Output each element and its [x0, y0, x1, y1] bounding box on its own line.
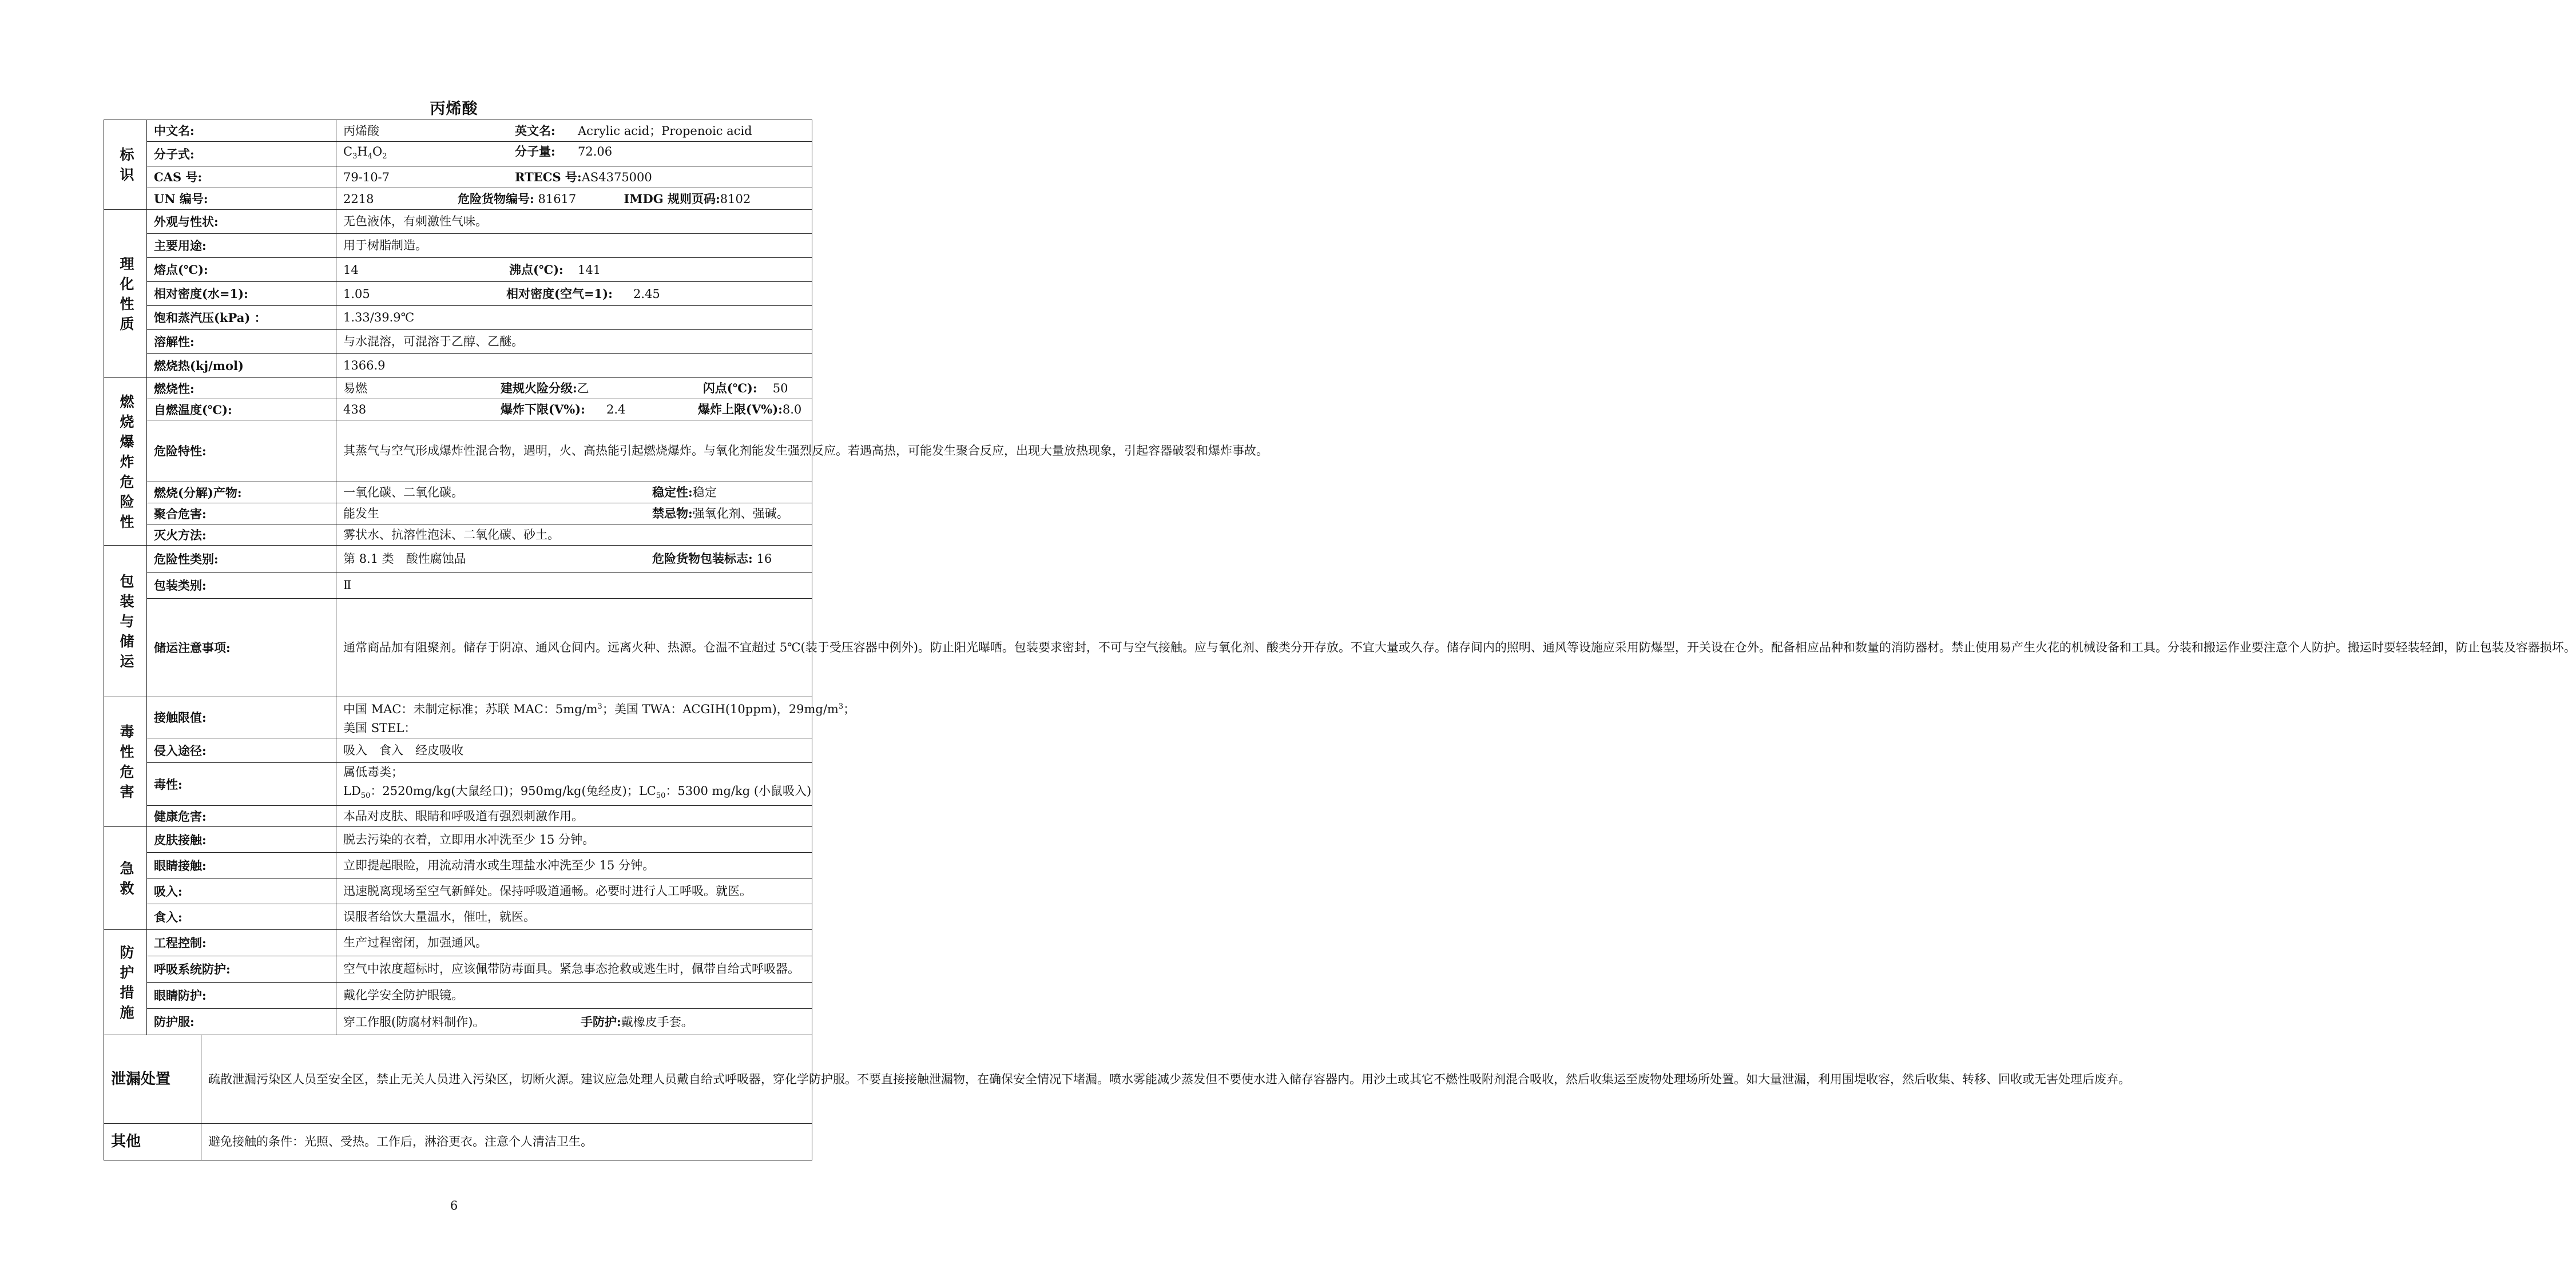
section-fire: 燃烧爆炸危险性: [104, 378, 147, 546]
cn-name-value: 丙烯酸: [343, 124, 380, 138]
rd-water-label: 相对密度(水=1):: [147, 282, 336, 306]
eye-contact-value: 立即提起眼睑，用流动清水或生理盐水冲洗至少 15 分钟。: [336, 853, 812, 878]
explosion-row: [336, 399, 812, 420]
autoign-label: 自燃温度(℃):: [147, 399, 336, 420]
cn-name-row: [336, 120, 812, 142]
page-number: 6: [450, 1199, 458, 1213]
section-other: 其他: [104, 1124, 201, 1160]
section-identification: 标识: [104, 120, 147, 210]
vp-value: 1.33/39.9℃: [336, 306, 812, 330]
mp-value: 14: [343, 263, 359, 277]
route-value: 吸入 食入 经皮吸收: [336, 738, 812, 763]
tox-label: 毒性:: [147, 763, 336, 806]
notes-value: 通常商品加有阻聚剂。储存于阴凉、通风仓间内。远离火种、热源。仓温不宜超过 5℃(装于受压容器中例外)。防止阳光曝晒。包装要求密封，不可与空气接触。应与氧化剂、酸类分开存放。不宜大量或久存。储存间内的照明、通风等设施应采用防爆型，开关设在仓外。配备相应品种和数量的消防器材。禁止使用易产生火花的机械设备和工具。分装和搬运作业要注意个人防护。搬运时要轻装轻卸，防止包装及容器损坏。: [336, 599, 812, 697]
imdg-value: 8102: [720, 192, 751, 206]
imdg-label: IMDG 规则页码:: [624, 191, 720, 206]
vp-label: 饱和蒸汽压(kPa) ：: [147, 306, 336, 330]
tox-line-1: 属低毒类；: [343, 765, 404, 780]
cas-value: 79-10-7: [343, 170, 390, 184]
appearance-label: 外观与性状:: [147, 210, 336, 234]
products-value: 一氧化碳、二氧化碳。: [343, 486, 464, 500]
tox-line-2: $LD_{50}$：2520mg/kg(大鼠经口)；950mg/kg(兔经皮)；$LC_{50}$：5300 mg/kg (小鼠吸入): [343, 784, 812, 801]
limit-label: 接触限值:: [147, 697, 336, 738]
body-label: 防护服:: [147, 1009, 336, 1035]
health-value: 本品对皮肤、眼睛和呼吸道有强烈刺激作用。: [336, 806, 812, 827]
fire-class-label: 建规火险分级:: [501, 381, 577, 396]
skin-value: 脱去污染的衣着，立即用水冲洗至少 15 分钟。: [336, 827, 812, 853]
eye-protect-value: 戴化学安全防护眼镜。: [336, 983, 812, 1009]
en-name-label: 英文名:: [515, 123, 555, 138]
formula-label: 分子式:: [147, 142, 336, 166]
other-value: 避免接触的条件：光照、受热。工作后，淋浴更衣。注意个人清洁卫生。: [201, 1124, 812, 1160]
rd-air-value: 2.45: [633, 287, 660, 301]
notes-label: 储运注意事项:: [147, 599, 336, 697]
polymer-row: [336, 503, 812, 524]
rtecs-label: RTECS 号:: [515, 169, 582, 184]
formula-value: $C_3H_4O_2$: [343, 145, 387, 161]
section-physchem: 理化性质: [104, 210, 147, 378]
appearance-value: 无色液体，有刺激性气味。: [336, 210, 812, 234]
rd-air-label: 相对密度(空气=1):: [506, 286, 613, 301]
hazard-label: 危险特性:: [147, 420, 336, 482]
eng-label: 工程控制:: [147, 930, 336, 956]
dg-value: 81617: [538, 192, 577, 206]
lel-label: 爆炸下限(V%):: [501, 402, 585, 417]
polymer-value: 能发生: [343, 507, 380, 521]
extinguish-label: 灭火方法:: [147, 524, 336, 546]
heat-label: 燃烧热(kj/mol): [147, 354, 336, 378]
un-label: UN 编号:: [147, 188, 336, 210]
eye-contact-label: 眼睛接触:: [147, 853, 336, 878]
stability-value: 稳定: [692, 486, 717, 500]
hand-label: 手防护:: [581, 1014, 621, 1029]
tox-value: [336, 763, 812, 806]
ingestion-value: 误服者给饮大量温水，催吐，就医。: [336, 904, 812, 930]
flammability-row: [336, 378, 812, 399]
mw-value: 72.06: [578, 145, 613, 158]
flash-value: 50: [772, 381, 788, 396]
rd-row: [336, 282, 812, 306]
inhalation-value: 迅速脱离现场至空气新鲜处。保持呼吸道通畅。必要时进行人工呼吸。就医。: [336, 878, 812, 904]
bp-value: 141: [578, 263, 601, 277]
polymer-label: 聚合危害:: [147, 503, 336, 524]
autoign-value: 438: [343, 403, 367, 417]
uel-label: 爆炸上限(V%):: [698, 402, 783, 417]
incompat-label: 禁忌物:: [652, 506, 693, 521]
eye-protect-label: 眼睛防护:: [147, 983, 336, 1009]
un-row: [336, 188, 812, 210]
incompat-value: 强氧化剂、强碱。: [692, 507, 789, 521]
section-firstaid: 急救: [104, 827, 147, 930]
hand-value: 戴橡皮手套。: [621, 1015, 693, 1029]
pkg-label: 包装类别:: [147, 573, 336, 599]
rtecs-value: AS4375000: [581, 170, 652, 184]
solubility-value: 与水混溶，可混溶于乙醇、乙醚。: [336, 330, 812, 354]
limit-line-1: 中国 MAC：未制定标准；苏联 MAC：$5mg/m^3$；美国 TWA：ACGIH(10ppm)，$29mg/m^3$；: [343, 702, 856, 717]
mark-value: 16: [756, 552, 772, 566]
section-protection: 防护措施: [104, 930, 147, 1035]
msds-table: [104, 120, 2576, 1160]
en-name-value: Acrylic acid；Propenoic acid: [578, 124, 752, 138]
eng-value: 生产过程密闭，加强通风。: [336, 930, 812, 956]
solubility-label: 溶解性:: [147, 330, 336, 354]
hazard-value: 其蒸气与空气形成爆炸性混合物，遇明，火、高热能引起燃烧爆炸。与氧化剂能发生强烈反应。若遇高热，可能发生聚合反应，出现大量放热现象，引起容器破裂和爆炸事故。: [336, 420, 812, 482]
cn-name-label: 中文名:: [147, 120, 336, 142]
limit-line-2: 美国 STEL：: [343, 721, 416, 736]
use-value: 用于树脂制造。: [336, 234, 812, 258]
products-row: [336, 482, 812, 503]
use-label: 主要用途:: [147, 234, 336, 258]
formula-row: [336, 142, 812, 166]
extinguish-value: 雾状水、抗溶性泡沫、二氧化碳、砂土。: [336, 524, 812, 546]
bp-label: 沸点(℃):: [509, 262, 563, 277]
un-value: 2218: [343, 192, 374, 206]
mark-label: 危险货物包装标志:: [652, 551, 753, 566]
flash-label: 闪点(℃):: [702, 381, 757, 396]
products-label: 燃烧(分解)产物:: [147, 482, 336, 503]
heat-value: 1366.9: [336, 354, 812, 378]
class-value: 第 8.1 类 酸性腐蚀品: [343, 552, 466, 566]
section-spill: 泄漏处置: [104, 1035, 201, 1124]
rd-water-value: 1.05: [343, 287, 370, 301]
route-label: 侵入途径:: [147, 738, 336, 763]
fire-class-value: 乙: [577, 381, 589, 396]
resp-label: 呼吸系统防护:: [147, 956, 336, 983]
skin-label: 皮肤接触:: [147, 827, 336, 853]
health-label: 健康危害:: [147, 806, 336, 827]
pkg-value: Ⅱ: [336, 573, 812, 599]
flammability-value: 易燃: [343, 381, 368, 396]
spill-value: 疏散泄漏污染区人员至安全区，禁止无关人员进入污染区，切断火源。建议应急处理人员戴自给式呼吸器，穿化学防护服。不要直接接触泄漏物，在确保安全情况下堵漏。喷水雾能减少蒸发但不要使水进入储存容器内。用沙土或其它不燃性吸附剂混合吸收，然后收集运至废物处理场所处置。如大量泄漏，利用围堤收容，然后收集、转移、回收或无害处理后废弃。: [201, 1035, 812, 1124]
body-value: 穿工作服(防腐材料制作)。: [343, 1015, 485, 1029]
cas-row: [336, 166, 812, 188]
mp-row: [336, 258, 812, 282]
mp-label: 熔点(℃):: [147, 258, 336, 282]
section-storage: 包装与储运: [104, 546, 147, 697]
body-row: [336, 1009, 812, 1035]
cas-label: CAS 号:: [147, 166, 336, 188]
lel-value: 2.4: [606, 403, 626, 417]
inhalation-label: 吸入:: [147, 878, 336, 904]
section-toxicity: 毒性危害: [104, 697, 147, 827]
limit-value: [336, 697, 856, 738]
stability-label: 稳定性:: [652, 485, 693, 500]
mw-label: 分子量:: [515, 144, 555, 158]
document-title: 丙烯酸: [430, 100, 478, 118]
dg-label: 危险货物编号:: [458, 191, 534, 206]
class-label: 危险性类别:: [147, 546, 336, 573]
flammability-label: 燃烧性:: [147, 378, 336, 399]
class-row: [336, 546, 812, 573]
ingestion-label: 食入:: [147, 904, 336, 930]
resp-value: 空气中浓度超标时，应该佩带防毒面具。紧急事态抢救或逃生时，佩带自给式呼吸器。: [336, 956, 812, 983]
uel-value: 8.0: [782, 403, 802, 417]
